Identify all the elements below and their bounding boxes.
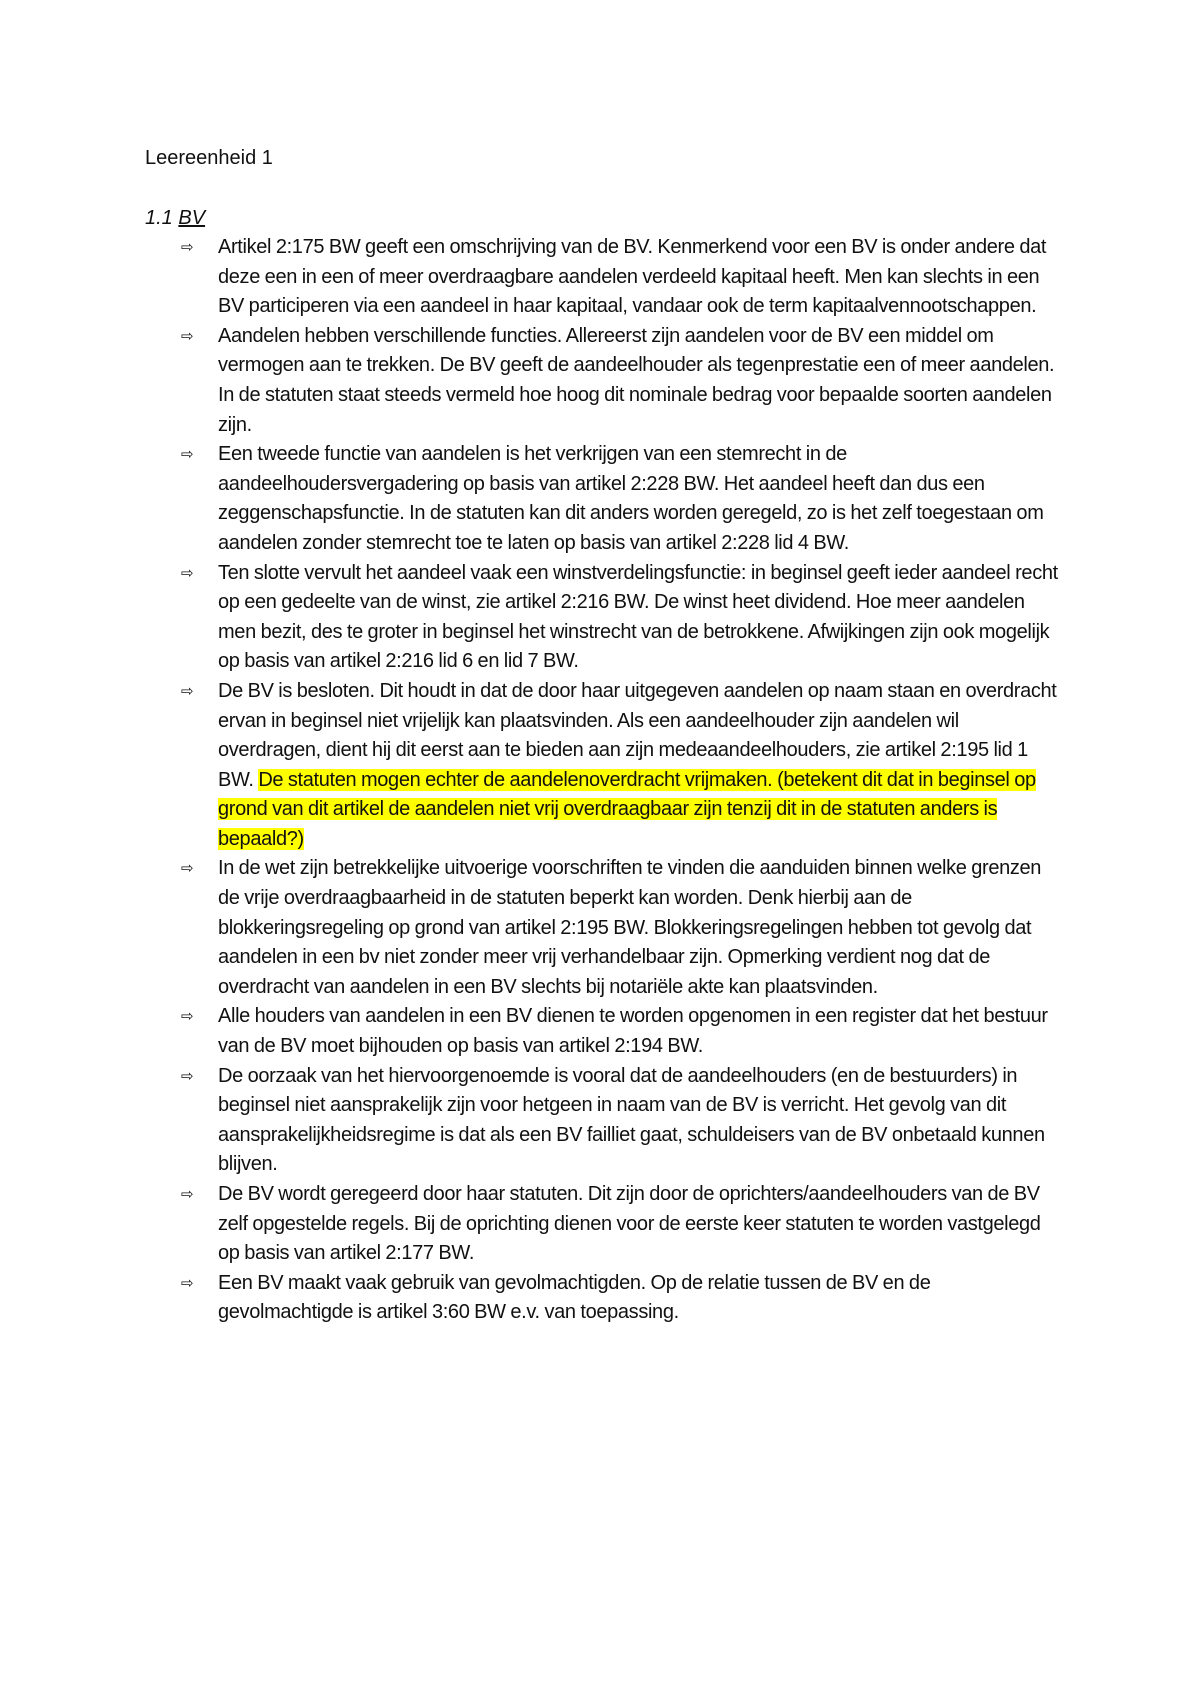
list-item	[145, 854, 1065, 1002]
list-item	[145, 677, 1065, 855]
bullet-text: Een BV maakt vaak gebruik van gevolmachtigden. Op de relatie tussen de BV en de gevolmachtigde is artikel 3:60 BW e.v. van toepassing.	[218, 1271, 931, 1324]
double-arrow-right-icon: ⇨	[181, 1273, 194, 1292]
double-arrow-right-icon: ⇨	[181, 563, 194, 582]
document-title: Leereenheid 1	[145, 147, 273, 169]
double-arrow-right-icon: ⇨	[181, 326, 194, 345]
bullet-text: De BV wordt geregeerd door haar statuten. Dit zijn door de oprichters/aandeelhouders van de BV zelf opgestelde regels. Bij de oprichting dienen voor de eerste keer statuten te worden vastgelegd op basis van artikel 2:177 BW.	[218, 1183, 1041, 1265]
bullet-text: Alle houders van aandelen in een BV dienen te worden opgenomen in een register dat het bestuur van de BV moet bijhouden op basis van artikel 2:194 BW.	[218, 1005, 1048, 1058]
bullet-text: Aandelen hebben verschillende functies. Allereerst zijn aandelen voor de BV een middel om vermogen aan te trekken. De BV geeft de aandeelhouder als tegenprestatie een of meer aandelen. In de statuten staat steeds vermeld hoe hoog dit nominale bedrag voor bepaalde soorten aandelen zijn.	[218, 324, 1055, 436]
document-body	[145, 143, 1065, 1328]
double-arrow-right-icon: ⇨	[181, 1066, 194, 1085]
section-heading	[145, 203, 1065, 233]
highlighted-text: De statuten mogen echter de aandelenoverdracht vrijmaken. (betekent dit dat in beginsel op grond van dit artikel de aandelen niet vrij overdraagbaar zijn tenzij dit in de statuten anders is bepaald?)	[218, 768, 1036, 850]
double-arrow-right-icon: ⇨	[181, 238, 194, 256]
section-name: BV	[178, 207, 206, 229]
list-item	[145, 1180, 1065, 1269]
double-arrow-right-icon: ⇨	[181, 1007, 194, 1026]
section-number: 1.1	[145, 207, 173, 229]
double-arrow-right-icon: ⇨	[181, 445, 194, 464]
bullet-text: Artikel 2:175 BW geeft een omschrijving van de BV. Kenmerkend voor een BV is onder andere dat deze een in een of meer overdraagbare aandelen verdeeld kapitaal heeft. Men kan slechts in een BV participeren via een aandeel in haar kapitaal, vandaar ook de term kapitaalvennootschappen.	[218, 236, 1047, 318]
list-item	[145, 440, 1065, 558]
list-item	[145, 322, 1065, 440]
list-item	[145, 1062, 1065, 1180]
double-arrow-right-icon: ⇨	[181, 1185, 194, 1203]
list-item	[145, 1269, 1065, 1328]
bullet-text: In de wet zijn betrekkelijke uitvoerige voorschriften te vinden die aanduiden binnen welke grenzen de vrije overdraagbaarheid in de statuten beperkt kan worden. Denk hierbij aan de blokkeringsregeling op grond van artikel 2:195 BW. Blokkeringsregelingen hebben tot gevolg dat aandelen in een bv niet zonder meer vrij verhandelbaar zijn. Opmerking verdient nog dat de overdracht van aandelen in een BV slechts bij notariële akte kan plaatsvinden.	[218, 857, 1042, 998]
list-item	[145, 233, 1065, 322]
bullet-text: De oorzaak van het hiervoorgenoemde is vooral dat de aandeelhouders (en de bestuurders) in beginsel niet aansprakelijk zijn voor hetgeen in naam van de BV is verricht. Het gevolg van dit aansprakelijkheidsregime is dat als een BV failliet gaat, schuldeisers van de BV onbetaald kunnen blijven.	[218, 1064, 1045, 1176]
list-item	[145, 1002, 1065, 1061]
bullet-text: De BV is besloten. Dit houdt in dat de door haar uitgegeven aandelen op naam staan en overdracht ervan in beginsel niet vrijelijk kan plaatsvinden. Als een aandeelhouder zijn aandelen wil overdragen, dient hij dit eerst aan te bieden aan zijn medeaandeelhouders, zie artikel 2:195 lid 1 BW.	[218, 679, 1057, 791]
bullet-text: Een tweede functie van aandelen is het verkrijgen van een stemrecht in de aandeelhoudersvergadering op basis van artikel 2:228 BW. Het aandeel heeft dan dus een zeggenschapsfunctie. In de statuten kan dit anders worden geregeld, zo is het zelf toegestaan om aandelen zonder stemrecht toe te laten op basis van artikel 2:228 lid 4 BW.	[218, 443, 1044, 554]
double-arrow-right-icon: ⇨	[181, 681, 194, 700]
list-item	[145, 559, 1065, 677]
bullet-list	[145, 233, 1065, 1328]
double-arrow-right-icon: ⇨	[181, 859, 194, 878]
bullet-text: Ten slotte vervult het aandeel vaak een winstverdelingsfunctie: in beginsel geeft ieder aandeel recht op een gedeelte van de winst, zie artikel 2:216 BW. De winst heet dividend. Hoe meer aandelen men bezit, des te groter in beginsel het winstrecht van de betrokkene. Afwijkingen zijn ook mogelijk op basis van artikel 2:216 lid 6 en lid 7 BW.	[218, 561, 1058, 673]
